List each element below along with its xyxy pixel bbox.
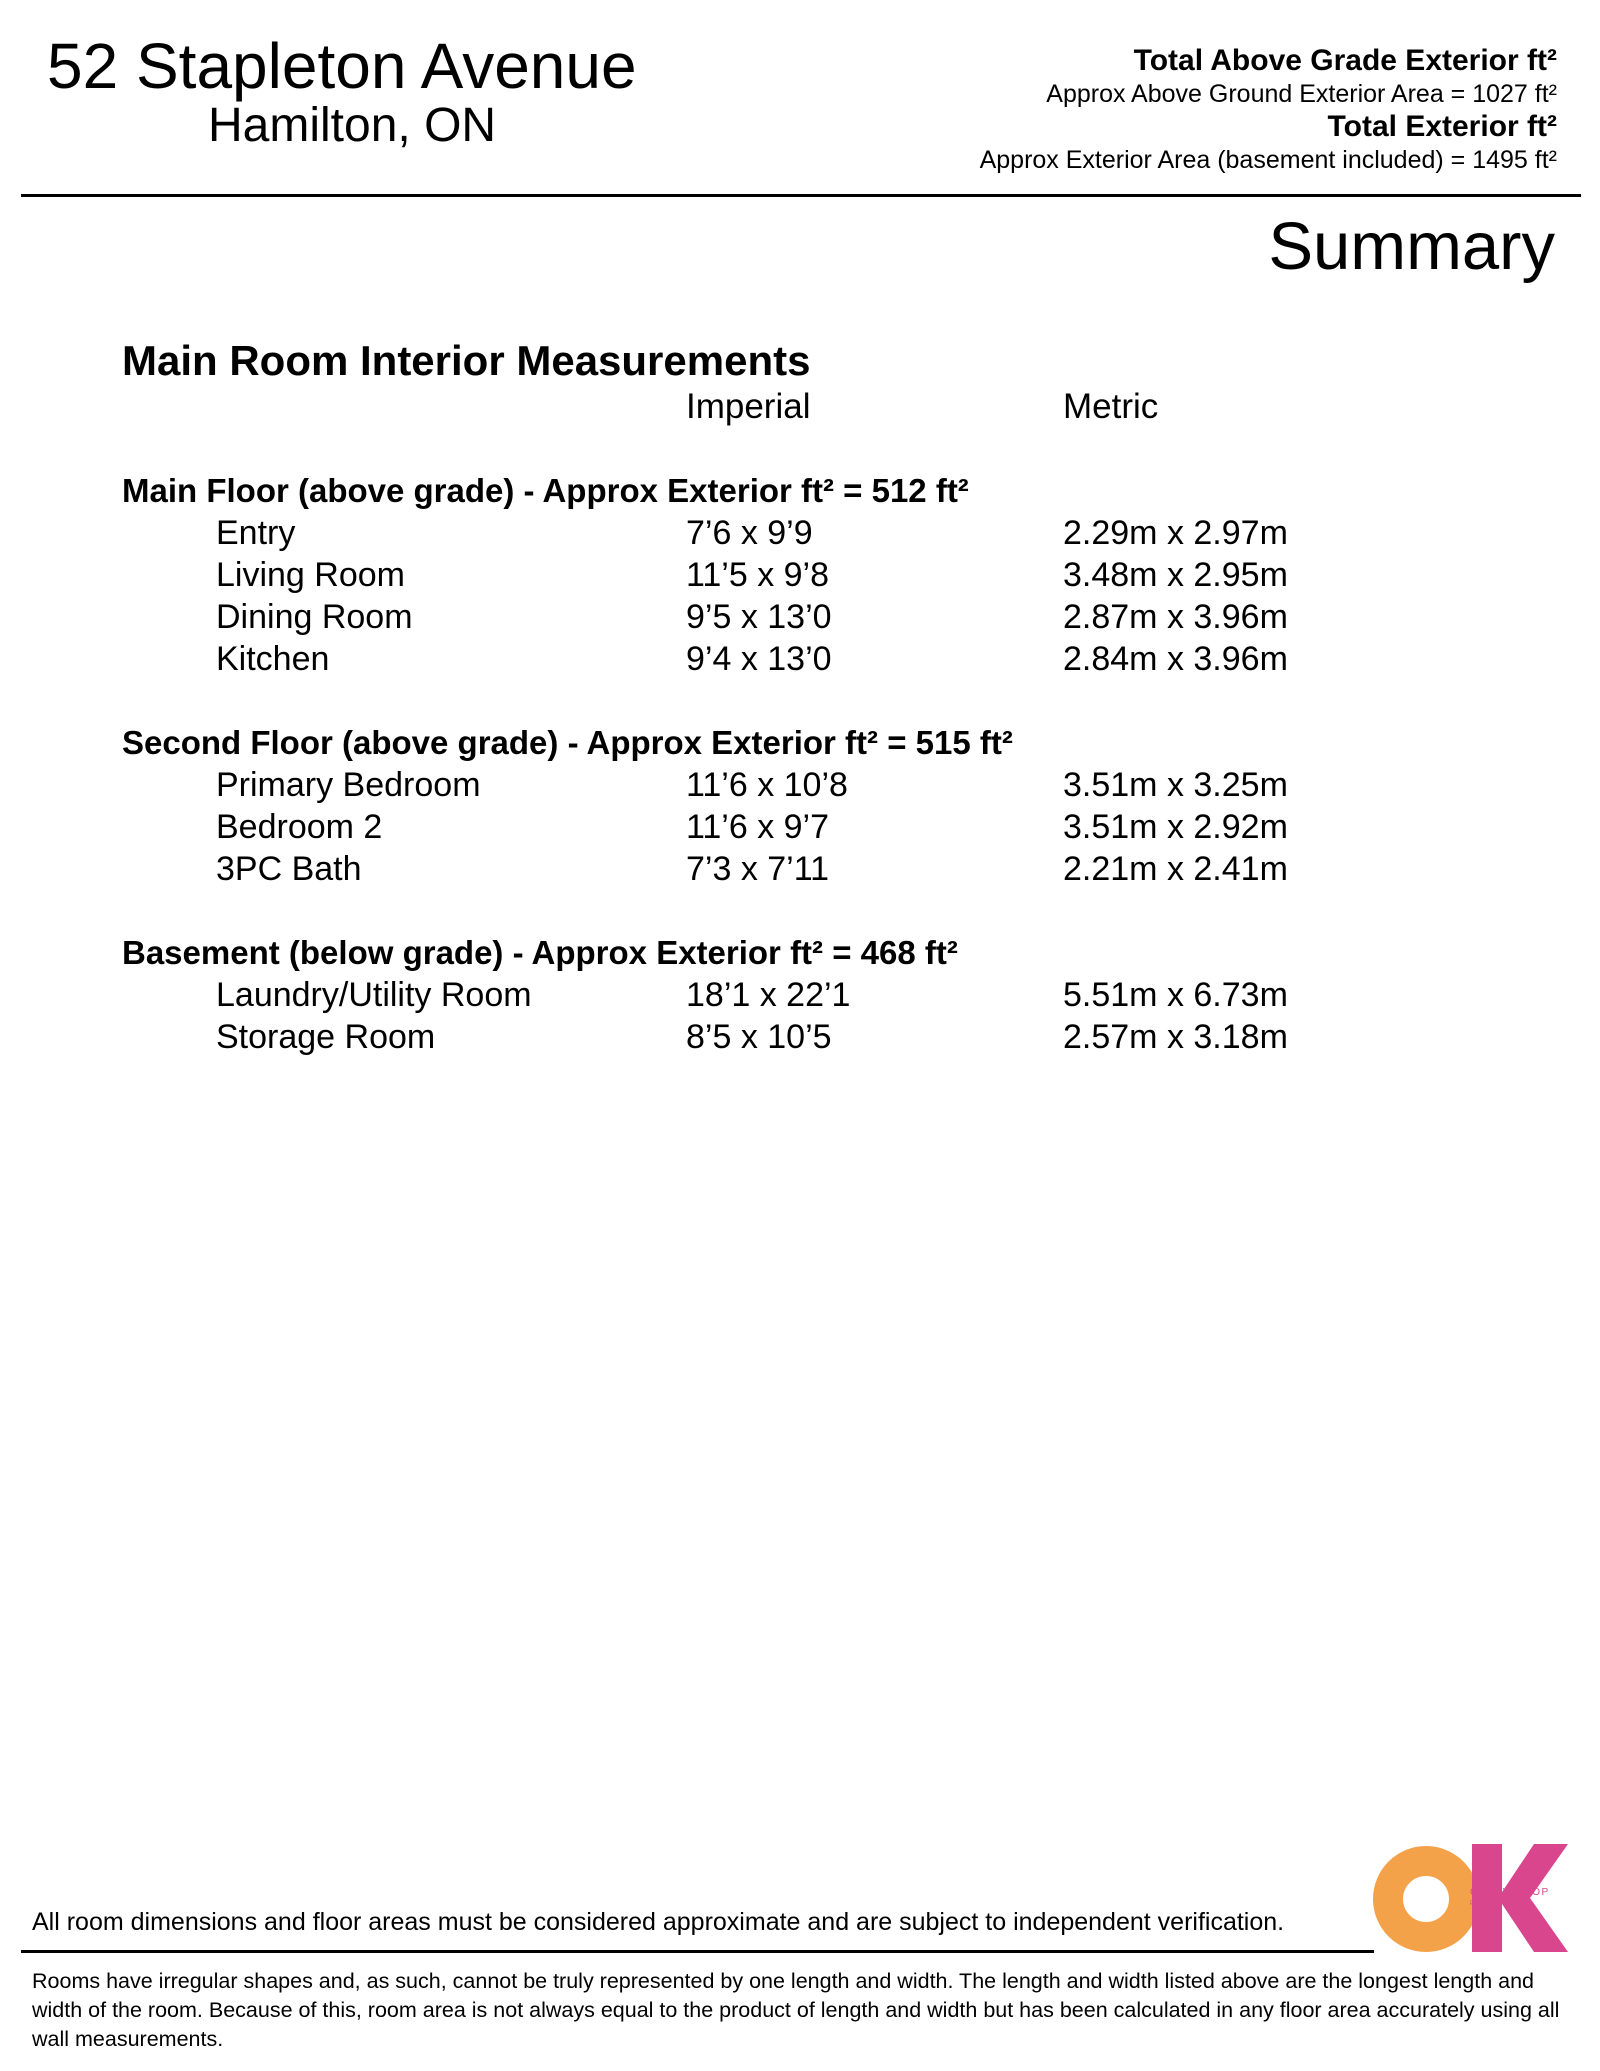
room-metric: 2.29m x 2.97m (1063, 514, 1288, 552)
page-title: Summary (1268, 209, 1555, 284)
above-grade-title: Total Above Grade Exterior ft² (1133, 44, 1557, 77)
room-name: Dining Room (216, 598, 413, 636)
approximate-disclaimer: All room dimensions and floor areas must be considered approximate and are subject to independent verification. (32, 1908, 1285, 1936)
footer-divider (21, 1950, 1374, 1953)
room-imperial: 7’6 x 9’9 (686, 514, 813, 552)
room-imperial: 7’3 x 7’11 (686, 850, 830, 888)
room-name: Primary Bedroom (216, 766, 481, 804)
room-imperial: 11’5 x 9’8 (686, 556, 830, 594)
header-divider (21, 194, 1581, 197)
room-metric: 3.51m x 3.25m (1063, 766, 1288, 804)
section-heading: Main Floor (above grade) - Approx Exterior ft² = 512 ft² (122, 472, 969, 509)
room-metric: 3.48m x 2.95m (1063, 556, 1288, 594)
room-metric: 5.51m x 6.73m (1063, 976, 1288, 1014)
total-exterior-title: Total Exterior ft² (1327, 110, 1557, 143)
city: Hamilton, ON (208, 99, 497, 152)
logo-c-shape (1388, 1861, 1464, 1937)
room-imperial: 11’6 x 10’8 (686, 766, 848, 804)
room-imperial: 8’5 x 10’5 (686, 1018, 832, 1056)
total-exterior-detail: Approx Exterior Area (basement included) = 1495 ft² (979, 146, 1557, 174)
room-row (0, 638, 1600, 680)
room-row (0, 974, 1600, 1016)
room-metric: 2.57m x 3.18m (1063, 1018, 1288, 1056)
room-row (0, 554, 1600, 596)
address: 52 Stapleton Avenue (47, 30, 637, 102)
room-imperial: 9’4 x 13’0 (686, 640, 832, 678)
metric-column-header: Metric (1063, 387, 1159, 426)
room-row (0, 848, 1600, 890)
room-name: Storage Room (216, 1018, 436, 1056)
room-name: Kitchen (216, 640, 330, 678)
room-row (0, 596, 1600, 638)
room-row (0, 512, 1600, 554)
room-metric: 3.51m x 2.92m (1063, 808, 1288, 846)
irregular-shapes-note: Rooms have irregular shapes and, as such, cannot be truly represented by one length and width. The length and width listed above are the longest length and width of the room. Because of this, room area is not always equal to the product of length and width but has been calculated in any floor area accurately using all wall measurements. (32, 1969, 1560, 2051)
room-name: Bedroom 2 (216, 808, 383, 846)
room-imperial: 11’6 x 9’7 (686, 808, 830, 846)
room-metric: 2.84m x 3.96m (1063, 640, 1288, 678)
logo-text-photography: PHOTOGRAPHY (1470, 1901, 1530, 1907)
area-summary (980, 44, 1557, 176)
section-heading: Second Floor (above grade) - Approx Exterior ft² = 515 ft² (122, 724, 1013, 761)
logo-text-name: CATHY KOOP (1470, 1887, 1550, 1898)
room-name: 3PC Bath (216, 850, 362, 888)
room-name: Laundry/Utility Room (216, 976, 532, 1014)
room-name: Living Room (216, 556, 405, 594)
room-row (0, 764, 1600, 806)
measurements-heading: Main Room Interior Measurements (122, 337, 811, 384)
room-name: Entry (216, 514, 296, 552)
logo-k-shape (1472, 1844, 1568, 1952)
cathy-koop-logo (1372, 1842, 1568, 1954)
room-metric: 2.87m x 3.96m (1063, 598, 1288, 636)
room-metric: 2.21m x 2.41m (1063, 850, 1288, 888)
imperial-column-header: Imperial (686, 387, 811, 426)
room-row (0, 806, 1600, 848)
room-imperial: 18’1 x 22’1 (686, 976, 851, 1014)
room-row (0, 1016, 1600, 1058)
section-heading: Basement (below grade) - Approx Exterior ft² = 468 ft² (122, 934, 958, 971)
room-imperial: 9’5 x 13’0 (686, 598, 832, 636)
above-grade-detail: Approx Above Ground Exterior Area = 1027 ft² (1046, 80, 1557, 108)
